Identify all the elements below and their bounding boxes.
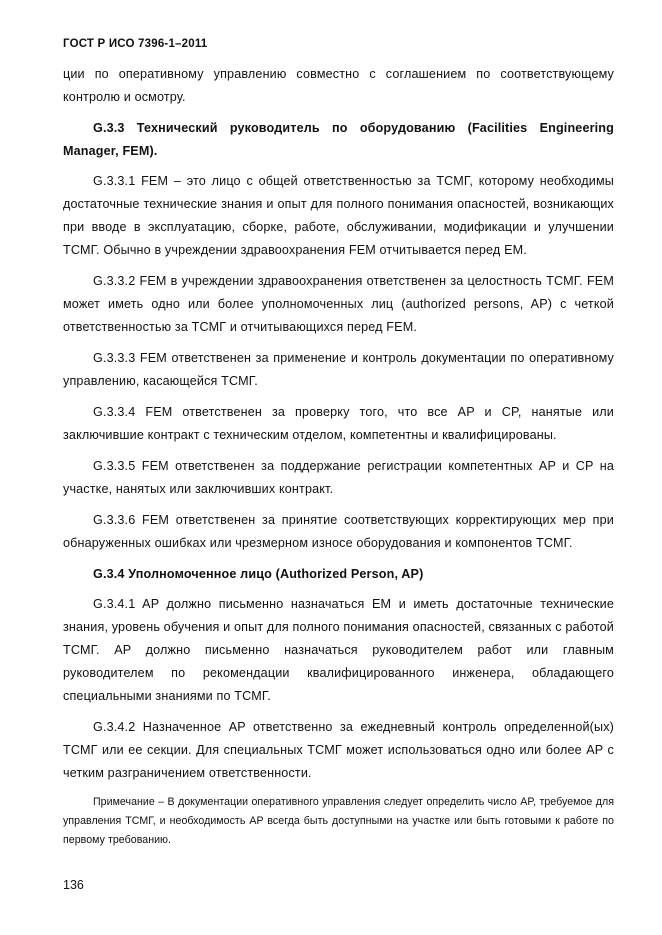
paragraph-g-3-4-1: G.3.4.1 AP должно письменно назначаться EM и иметь достаточные технические знания, уровень обучения и опыт для полного понимания опасностей, связанных с работой ТСМГ. AP должно письменно назначаться руководителем работ или главным руководителем по рекомендации квалифицированного инженера, обладающего специальными знаниями по ТСМГ.: [63, 597, 614, 703]
paragraph-g-3-3-1: G.3.3.1 FEM – это лицо с общей ответственностью за ТСМГ, которому необходимы достаточные технические знания и опыт для полного понимания опасностей, возникающих при вводе в эксплуатацию, сборке, работе, обслуживании, модификации и улучшении ТСМГ. Обычно в учреждении здравоохранения FEM отчитывается перед EM.: [63, 174, 614, 257]
paragraph-g-3-4-2: G.3.4.2 Назначенное AP ответственно за ежедневный контроль определенной(ых) ТСМГ или ее секции. Для специальных ТСМГ может использоваться одно или более AP с четким разграничением ответственности.: [63, 720, 614, 780]
paragraph-g-3-3-2: G.3.3.2 FEM в учреждении здравоохранения ответственен за целостность ТСМГ. FEM может иметь одно или более уполномоченных лиц (authorized persons, AP) с четкой ответственностью за ТСМГ и отчитывающихся перед FEM.: [63, 274, 614, 334]
paragraph-g-3-3-5: G.3.3.5 FEM ответственен за поддержание регистрации компетентных AP и CP на участке, нанятых или заключивших контракт.: [63, 459, 614, 496]
note-paragraph: Примечание – В документации оперативного управления следует определить число AP, требуемое для управления ТСМГ, и необходимость AP всегда быть доступными на участке или быть готовыми к работе по первому требованию.: [63, 796, 614, 846]
document-standard-header: ГОСТ Р ИСО 7396-1–2011: [63, 38, 208, 50]
page-number: 136: [63, 878, 84, 892]
paragraph-g-3-3-4: G.3.3.4 FEM ответственен за проверку того, что все AP и CP, нанятые или заключившие контракт с техническим отделом, компетентны и квалифицированы.: [63, 405, 614, 442]
paragraph-g-3-3-3: G.3.3.3 FEM ответственен за применение и контроль документации по оперативному управлению, касающейся ТСМГ.: [63, 351, 614, 388]
page-body: [63, 63, 614, 858]
paragraph-continuation: ции по оперативному управлению совместно с соглашением по соответствующему контролю и осмотру.: [63, 67, 614, 104]
section-heading-g-3-4: G.3.4 Уполномоченное лицо (Authorized Person, AP): [93, 567, 424, 581]
section-heading-g-3-3: G.3.3 Технический руководитель по оборудованию (Facilities Engineering Manager, FEM).: [63, 121, 614, 158]
paragraph-g-3-3-6: G.3.3.6 FEM ответственен за принятие соответствующих корректирующих мер при обнаруженных ошибках или чрезмерном износе оборудования и компонентов ТСМГ.: [63, 513, 614, 550]
